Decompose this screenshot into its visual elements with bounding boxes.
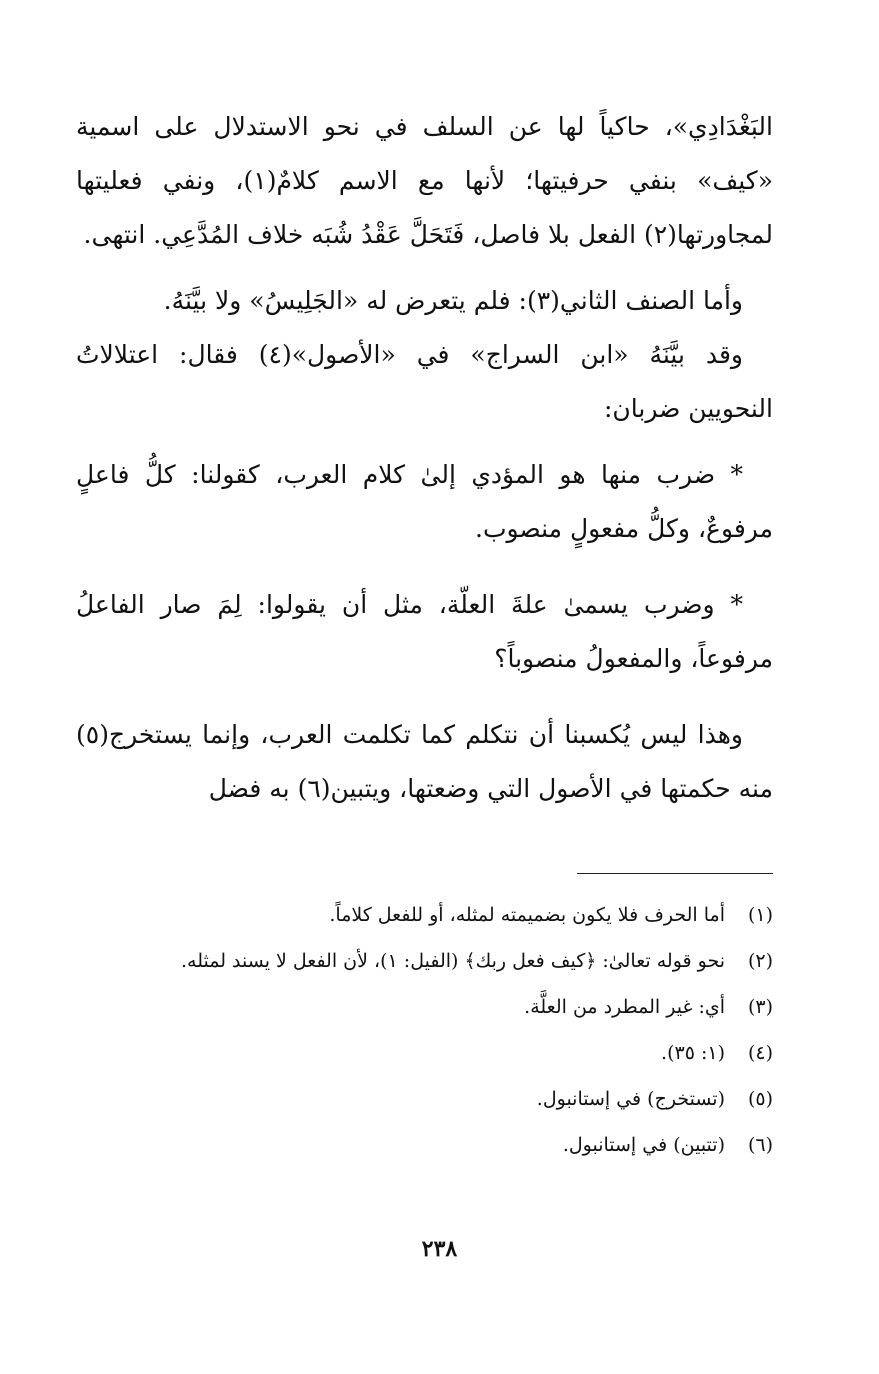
footnote-number: (٥) xyxy=(747,1088,773,1110)
paragraph-2: وأما الصنف الثاني(٣): فلم يتعرض له «الجَلِيسُ» ولا بيَّنَهُ. xyxy=(163,286,743,315)
footnote-item xyxy=(76,1034,773,1072)
paragraph-5: * وضرب يسمىٰ علةَ العلّة، مثل أن يقولوا: لِمَ صار الفاعلُ مرفوعاً، والمفعولُ منصوباً؟ xyxy=(76,590,773,673)
paragraph-6: وهذا ليس يُكسبنا أن نتكلم كما تكلمت العرب، وإنما يستخرج(٥) منه حكمتها في الأصول التي وضعتها، ويتبين(٦) به فضل xyxy=(76,720,773,803)
paragraph-3: وقد بيَّنَهُ «ابن السراج» في «الأصول»(٤) فقال: اعتلالاتُ النحويين ضربان: xyxy=(76,340,773,423)
footnotes xyxy=(76,896,773,1172)
footnote-item xyxy=(76,1126,773,1164)
footnote-item xyxy=(76,896,773,934)
footnote-text: أي: غير المطرد من العلَّة. xyxy=(524,996,725,1018)
paragraph-4: * ضرب منها هو المؤدي إلىٰ كلام العرب، كقولنا: كلُّ فاعلٍ مرفوعٌ، وكلُّ مفعولٍ منصوب. xyxy=(76,460,773,543)
footnote-item xyxy=(76,988,773,1026)
paragraph-1: البَغْدَادِي»، حاكياً لها عن السلف في نحو الاستدلال على اسمية «كيف» بنفي حرفيتها؛ لأنها مع الاسم كلامٌ(١)، ونفي فعليتها لمجاورتها(٢) الفعل بلا فاصل، فَتَحَلَّ عَقْدُ شُبَه خلاف المُدَّعِي. انتهى. xyxy=(76,112,774,249)
footnote-number: (٢) xyxy=(747,950,773,972)
footnote-text: (١: ٣٥). xyxy=(661,1042,725,1064)
footnote-number: (٦) xyxy=(747,1134,773,1156)
footnote-number: (٤) xyxy=(747,1042,773,1064)
main-text xyxy=(76,100,773,816)
footnote-text: أما الحرف فلا يكون بضميمته لمثله، أو للفعل كلاماً. xyxy=(329,904,725,926)
footnote-number: (١) xyxy=(747,904,773,926)
footnote-item xyxy=(76,1080,773,1118)
footnote-text: نحو قوله تعالىٰ: ﴿كيف فعل ربك﴾ (الفيل: ١)، لأن الفعل لا يسند لمثله. xyxy=(180,950,725,972)
footnote-text: (تستخرج) في إستانبول. xyxy=(536,1088,725,1110)
footnote-item xyxy=(76,942,773,980)
footnote-text: (تتبين) في إستانبول. xyxy=(562,1134,725,1156)
footnote-divider xyxy=(577,873,773,874)
footnote-number: (٣) xyxy=(747,996,773,1018)
page-number: ٢٣٨ xyxy=(421,1236,458,1262)
